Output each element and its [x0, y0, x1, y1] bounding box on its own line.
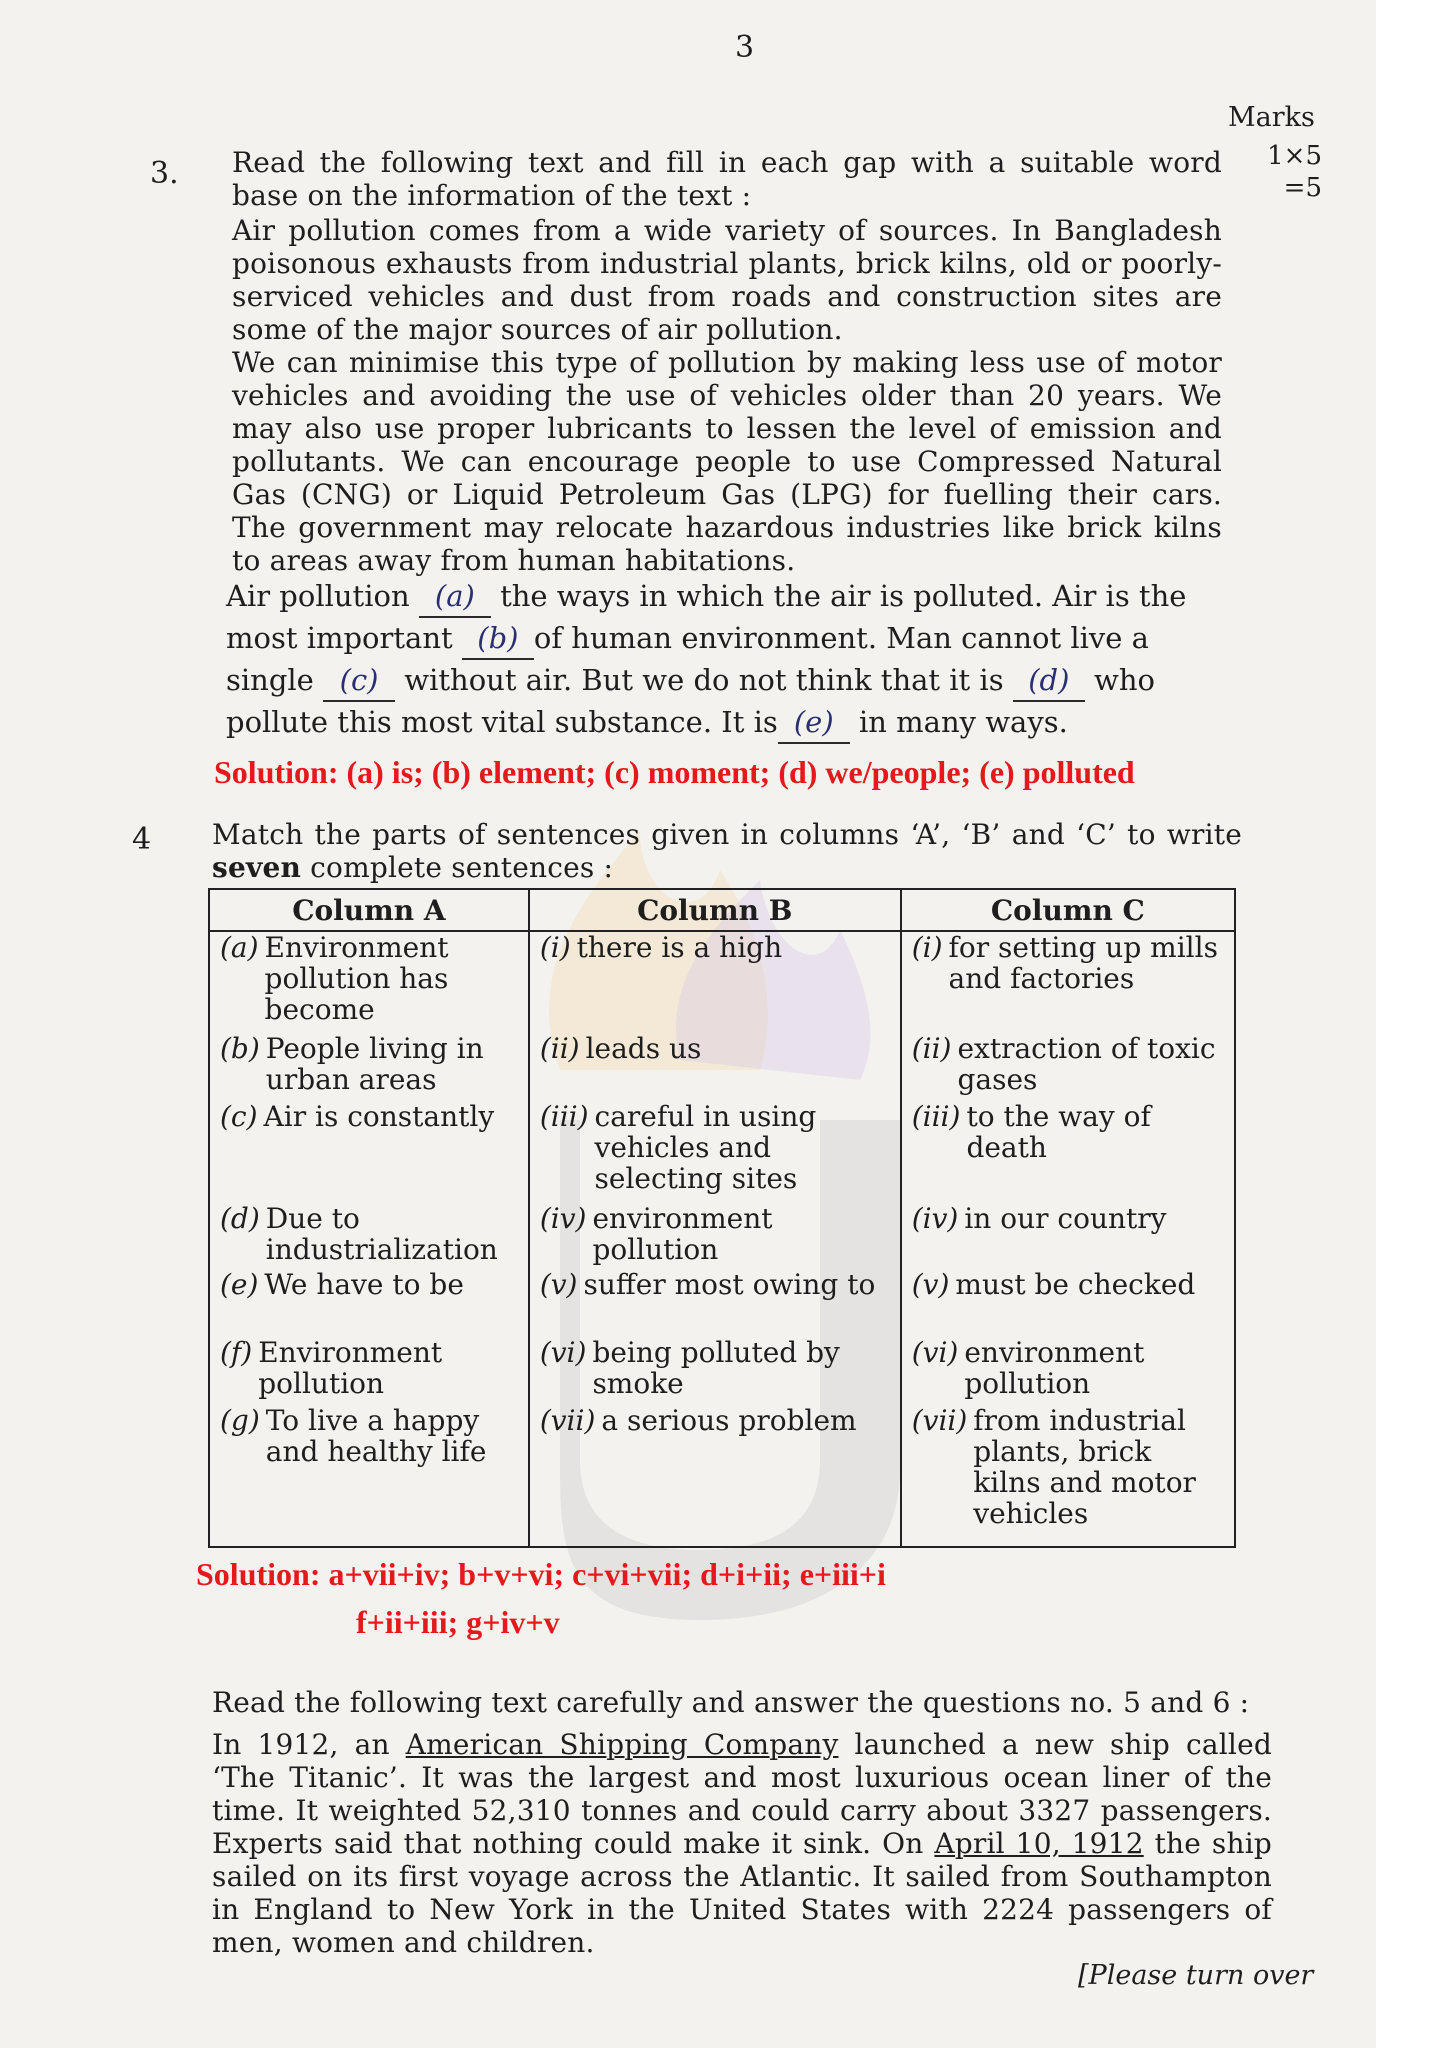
marks-line-1: 1×5	[1267, 141, 1322, 171]
gap-b: (b)	[462, 618, 534, 660]
item-text: careful in using vehicles and selecting sites	[594, 1100, 817, 1195]
table-row	[209, 1405, 1235, 1547]
gap-text: in many ways.	[858, 705, 1068, 739]
item-text: Environment pollution has become	[264, 931, 449, 1026]
table-row	[209, 931, 1235, 1033]
item-key: (g)	[220, 1404, 260, 1437]
cell-a	[209, 1405, 529, 1547]
item-key: (i)	[539, 931, 571, 964]
question-4-number: 4	[132, 822, 152, 857]
item-text: from industrial plants, brick kilns and motor vehicles	[973, 1404, 1196, 1530]
item-key: (v)	[539, 1268, 578, 1301]
item-text: Due to industrialization	[265, 1202, 498, 1266]
cell-b	[529, 1033, 901, 1101]
item-key: (iii)	[539, 1100, 589, 1133]
cell-a	[209, 1269, 529, 1337]
gap-text: Air pollution	[226, 579, 410, 613]
question-4-solution-line-1: Solution: a+vii+iv; b+v+vi; c+vi+vii; d+i+ii; e+iii+i	[196, 1556, 886, 1592]
gap-text: the ways in which the air is polluted. Air is the	[500, 579, 1187, 613]
table-row	[209, 1033, 1235, 1101]
gap-text: who	[1094, 663, 1155, 697]
gap-text: pollute this most vital substance. It is	[226, 705, 778, 739]
cell-b	[529, 1101, 901, 1203]
cell-a	[209, 1101, 529, 1203]
gap-line-4	[226, 702, 1226, 744]
item-key: (i)	[911, 931, 943, 964]
item-text: leads us	[585, 1032, 702, 1065]
cell-a	[209, 1203, 529, 1269]
item-text: in our country	[964, 1202, 1167, 1235]
item-key: (vi)	[539, 1336, 587, 1369]
item-key: (e)	[220, 1268, 259, 1301]
item-text: extraction of toxic gases	[957, 1032, 1216, 1096]
table-row	[209, 1101, 1235, 1203]
item-text: there is a high	[576, 931, 783, 964]
cell-b	[529, 1337, 901, 1405]
titanic-passage	[212, 1728, 1272, 1959]
item-key: (c)	[220, 1100, 258, 1133]
marks-value	[1262, 140, 1322, 204]
cell-a	[209, 1337, 529, 1405]
item-text: being polluted by smoke	[592, 1336, 840, 1400]
item-text: To live a happy and healthy life	[265, 1404, 487, 1468]
gap-e: (e)	[778, 702, 850, 744]
passage-text: In 1912, an	[212, 1728, 390, 1761]
item-key: (ii)	[911, 1032, 952, 1065]
question-3-paragraph-1: Air pollution comes from a wide variety of sources. In Bangladesh poisonous exhausts from industrial plants, brick kilns, old or poorly-serviced vehicles and dust from roads and construction sites are some of the major sources of air pollution.	[232, 214, 1222, 346]
item-key: (a)	[220, 931, 259, 964]
cell-b	[529, 1269, 901, 1337]
marks-header: Marks	[1228, 102, 1315, 133]
item-text: for setting up mills and factories	[948, 931, 1218, 995]
gap-c: (c)	[323, 660, 395, 702]
item-text: suffer most owing to	[583, 1268, 876, 1301]
gap-text: of human environment. Man cannot live a	[533, 621, 1149, 655]
question-3-paragraph-2: We can minimise this type of pollution by making less use of motor vehicles and avoiding the use of vehicles older than 20 years. We may also use proper lubricants to lessen the level of emission and pollutants. We can encourage people to use Compressed Natural Gas (CNG) or Liquid Petroleum Gas (LPG) for fuelling their cars. The government may relocate hazardous industries like brick kilns to areas away from human habitations.	[232, 346, 1222, 577]
table-row	[209, 1337, 1235, 1405]
passage-instruction: Read the following text carefully and answer the questions no. 5 and 6 :	[212, 1686, 1250, 1719]
item-key: (iv)	[539, 1202, 587, 1235]
cell-c	[901, 1337, 1235, 1405]
cell-c	[901, 1101, 1235, 1203]
item-key: (vii)	[911, 1404, 968, 1437]
item-text: Air is constantly	[263, 1100, 495, 1133]
gap-text: without air. But we do not think that it is	[404, 663, 1004, 697]
table-row	[209, 1203, 1235, 1269]
question-4-instruction	[212, 818, 1242, 884]
item-key: (vii)	[539, 1404, 596, 1437]
question-4-solution-line-2: f+ii+iii; g+iv+v	[356, 1604, 560, 1640]
item-key: (iii)	[911, 1100, 961, 1133]
cell-c	[901, 1033, 1235, 1101]
question-3-number: 3.	[150, 156, 179, 191]
item-text: environment pollution	[964, 1336, 1145, 1400]
gap-d: (d)	[1013, 660, 1085, 702]
item-key: (d)	[220, 1202, 260, 1235]
gap-line-1	[226, 576, 1226, 618]
cell-c	[901, 1203, 1235, 1269]
cell-b	[529, 1405, 901, 1547]
item-key: (f)	[220, 1336, 253, 1369]
matching-table	[208, 888, 1236, 1548]
cell-a	[209, 931, 529, 1033]
table-header-row	[209, 889, 1235, 931]
item-text: must be checked	[955, 1268, 1196, 1301]
table-row	[209, 1269, 1235, 1337]
item-key: (iv)	[911, 1202, 959, 1235]
gap-line-3	[226, 660, 1226, 702]
column-a-header: Column A	[209, 889, 529, 931]
instruction-emphasis: seven	[212, 851, 302, 884]
item-text: Environment pollution	[258, 1336, 443, 1400]
cell-a	[209, 1033, 529, 1101]
cell-c	[901, 1405, 1235, 1547]
gap-text: most important	[226, 621, 453, 655]
turn-over-note: [Please turn over	[1078, 1960, 1314, 1991]
marks-line-2: =5	[1283, 173, 1322, 203]
item-text: People living in urban areas	[265, 1032, 484, 1096]
item-key: (b)	[220, 1032, 260, 1065]
cell-b	[529, 1203, 901, 1269]
item-key: (ii)	[539, 1032, 580, 1065]
question-3-gap-text	[226, 576, 1226, 744]
item-text: We have to be	[264, 1268, 464, 1301]
gap-a: (a)	[419, 576, 491, 618]
instruction-text: Match the parts of sentences given in columns ‘A’, ‘B’ and ‘C’ to write	[212, 818, 1242, 851]
item-text: a serious problem	[601, 1404, 857, 1437]
question-3-solution: Solution: (a) is; (b) element; (c) moment; (d) we/people; (e) polluted	[214, 754, 1135, 790]
item-key: (vi)	[911, 1336, 959, 1369]
cell-b	[529, 931, 901, 1033]
instruction-text: complete sentences :	[310, 851, 614, 884]
cell-c	[901, 1269, 1235, 1337]
passage-text: launched a new ship called ‘The Titanic’. It was the largest and most luxurious ocean liner of the time. It weighted 52,310 tonnes and could carry about 3327 passengers. Experts said that nothing could make it sink. On	[212, 1728, 1272, 1860]
item-text: to the way of death	[966, 1100, 1151, 1164]
cell-c	[901, 931, 1235, 1033]
page-number: 3	[735, 30, 755, 65]
gap-text: single	[226, 663, 314, 697]
question-3-instruction: Read the following text and fill in each gap with a suitable word base on the information of the text :	[232, 146, 1222, 212]
column-c-header: Column C	[901, 889, 1235, 931]
item-text: environment pollution	[592, 1202, 773, 1266]
gap-line-2	[226, 618, 1226, 660]
passage-text: the ship sailed on its first voyage across the Atlantic. It sailed from Southampton in England to New York in the United States with 2224 passengers of men, women and children.	[212, 1827, 1272, 1959]
underlined-date: April 10, 1912	[934, 1827, 1144, 1860]
column-b-header: Column B	[529, 889, 901, 931]
item-key: (v)	[911, 1268, 950, 1301]
underlined-company: American Shipping Company	[405, 1728, 839, 1761]
